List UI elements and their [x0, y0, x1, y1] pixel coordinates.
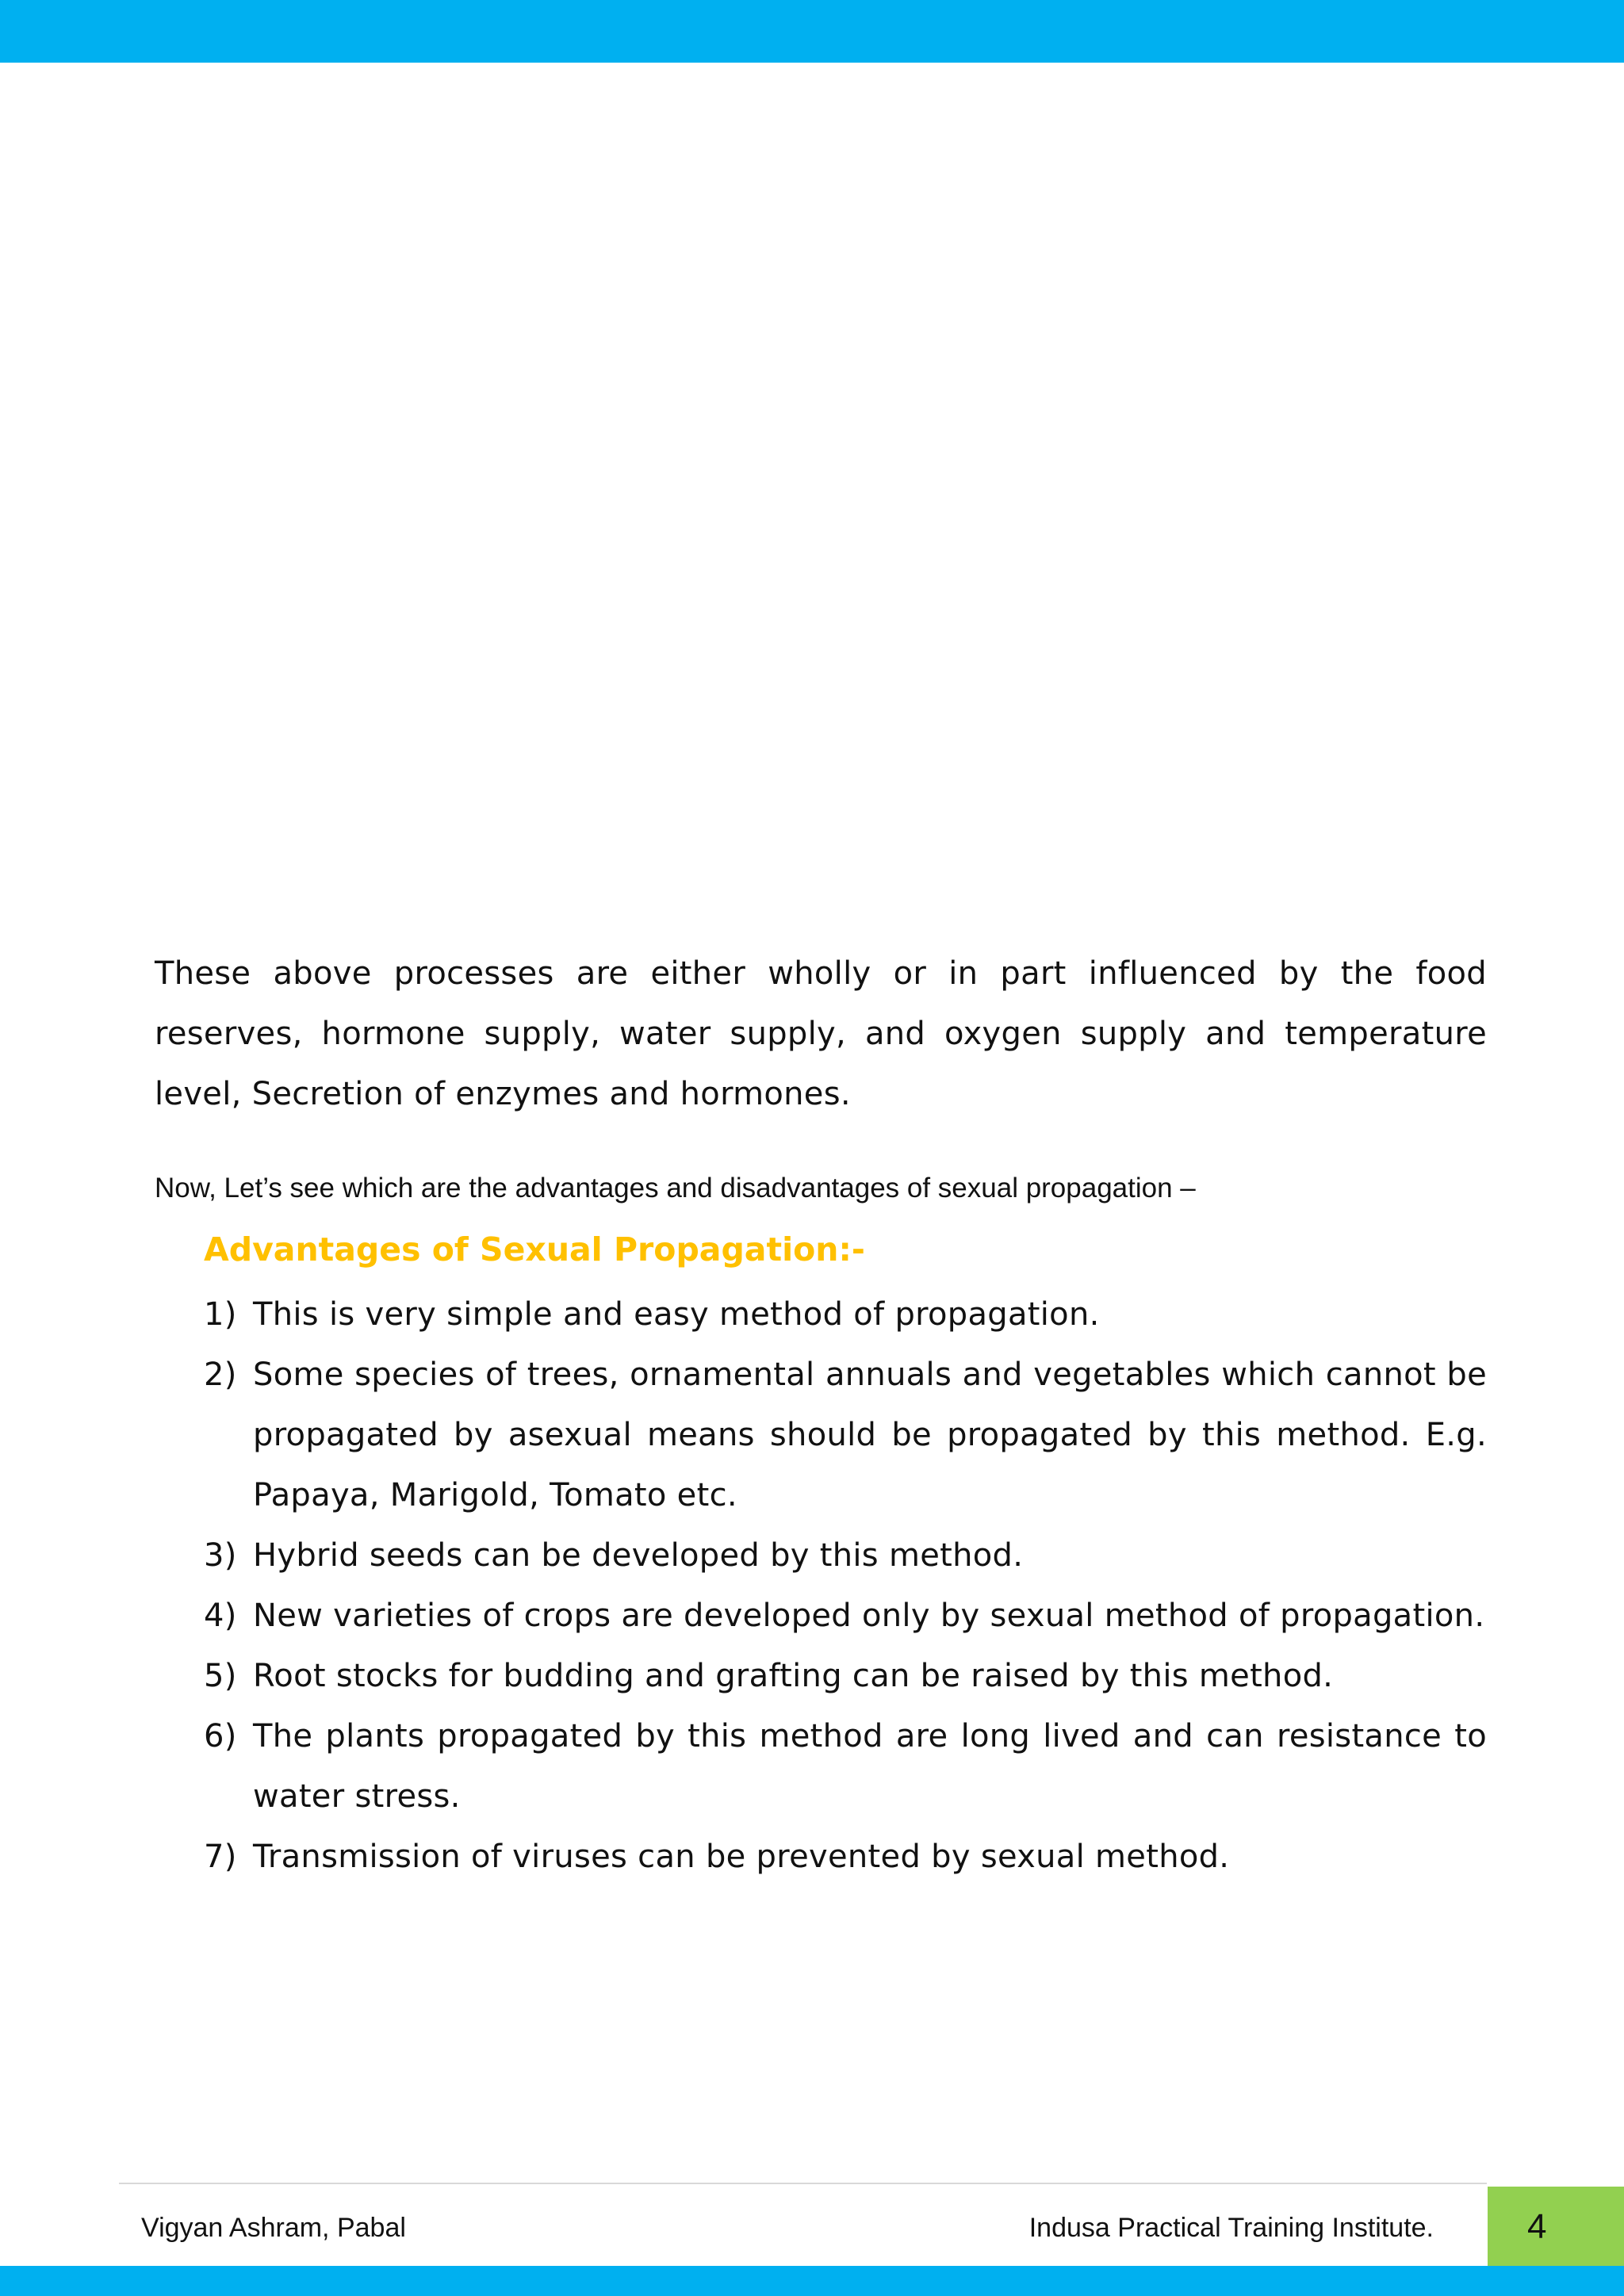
top-color-bar: [0, 0, 1624, 63]
list-item: [204, 1646, 1487, 1706]
list-item-text: Transmission of viruses can be prevented by sexual method.: [253, 1839, 1230, 1875]
list-item-text: The plants propagated by this method are long lived and can resistance to water stress.: [253, 1718, 1487, 1815]
list-item-text: New varieties of crops are developed only by sexual method of propagation.: [253, 1598, 1485, 1634]
list-item-number: 2): [204, 1357, 237, 1393]
list-item: [204, 1706, 1487, 1827]
list-item-text: Some species of trees, ornamental annuals and vegetables which cannot be propagated by asexual means should be propagated by this method. E.g. Papaya, Marigold, Tomato etc.: [253, 1357, 1487, 1513]
list-item: [204, 1525, 1487, 1586]
list-item: [204, 1827, 1487, 1887]
list-item-number: 7): [204, 1839, 237, 1875]
list-item-text: This is very simple and easy method of propagation.: [253, 1296, 1100, 1333]
advantages-list: [204, 1284, 1487, 1887]
list-item: [204, 1586, 1487, 1646]
list-item-number: 3): [204, 1537, 237, 1574]
list-item-number: 6): [204, 1718, 237, 1755]
section-heading: Advantages of Sexual Propagation:-: [204, 1230, 865, 1269]
footer-left-text: Vigyan Ashram, Pabal: [141, 2213, 406, 2243]
page-number: 4: [1527, 2207, 1547, 2246]
list-item-text: Root stocks for budding and grafting can be raised by this method.: [253, 1658, 1334, 1694]
list-item-number: 4): [204, 1598, 237, 1634]
list-item-number: 5): [204, 1658, 237, 1694]
page-number-box: [1488, 2187, 1624, 2266]
footer-right-text: Indusa Practical Training Institute.: [1028, 2213, 1434, 2243]
intro-paragraph: These above processes are either wholly or in part influenced by the food reserves, hormone supply, water supply, and oxygen supply and temperature level, Secretion of enzymes and hormones.: [155, 955, 1487, 1112]
list-item: [204, 1345, 1487, 1525]
page-content: [155, 943, 1487, 1887]
bottom-color-bar: [0, 2266, 1624, 2296]
lead-line: Now, Let’s see which are the advantages and disadvantages of sexual propagation –: [155, 1173, 1196, 1203]
list-item-number: 1): [204, 1296, 237, 1333]
footer-divider: [119, 2183, 1487, 2184]
list-item-text: Hybrid seeds can be developed by this method.: [253, 1537, 1024, 1574]
list-item: [204, 1284, 1487, 1345]
